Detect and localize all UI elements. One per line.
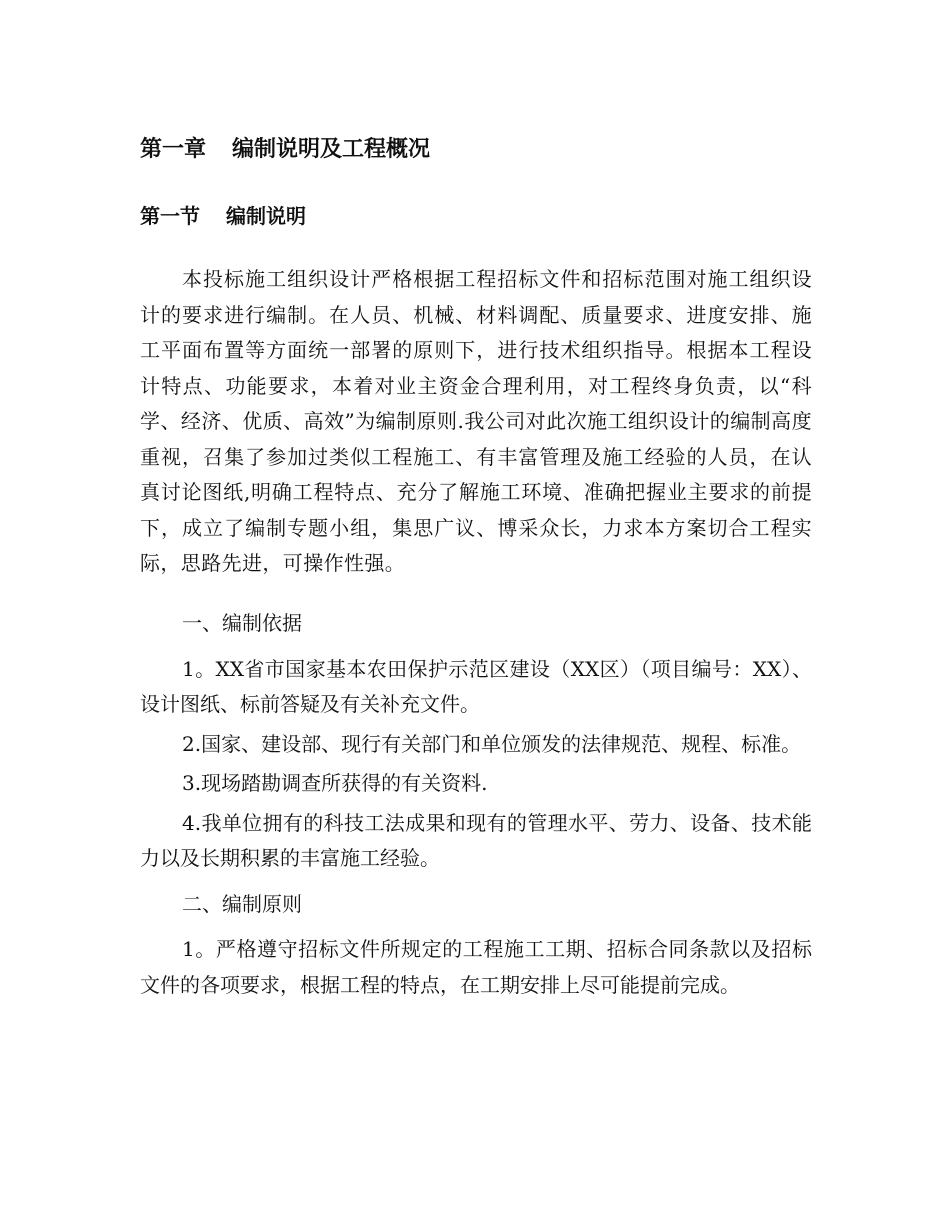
principle-heading: 二、编制原则 <box>182 891 302 916</box>
section-number: 第一节 <box>140 204 200 228</box>
intro-paragraph: 本投标施工组织设计严格根据工程招标文件和招标范围对施工组织设计的要求进行编制。在人员、机械、材料调配、质量要求、进度安排、施工平面布置等方面统一部署的原则下，进行技术组织指导。根据本工程设计特点、功能要求，本着对业主资金合理利用，对工程终身负责，以“科学、经济、优质、高效”为编制原则.我公司对此次施工组织设计的编制高度重视，召集了参加过类似工程施工、有丰富管理及施工经验的人员，在认真讨论图纸,明确工程特点、充分了解施工环境、准确把握业主要求的前提下，成立了编制专题小组，集思广议、博采众长，力求本方案切合工程实际，思路先进，可操作性强。 <box>140 267 812 575</box>
section-title <box>140 199 306 233</box>
chapter-name: 编制说明及工程概况 <box>232 137 431 162</box>
basis-item-4: 4.我单位拥有的科技工法成果和现有的管理水平、劳力、设备、技术能力以及长期积累的丰富施工经验。 <box>140 810 812 870</box>
basis-item-3: 3.现场踏勘调查所获得的有关资料. <box>182 771 488 795</box>
basis-item-2: 2.国家、建设部、现行有关部门和单位颁发的法律规范、规程、标准。 <box>182 731 802 756</box>
chapter-number: 第一章 <box>140 137 207 162</box>
basis-heading: 一、编制依据 <box>182 611 302 635</box>
chapter-title <box>140 133 430 167</box>
principle-item-1: 1。严格遵守招标文件所规定的工程施工工期、招标合同条款以及招标文件的各项要求，根据工程的特点，在工期安排上尽可能提前完成。 <box>140 937 812 997</box>
basis-item-1: 1。XX省市国家基本农田保护示范区建设（XX区）（项目编号：XX）、设计图纸、标前答疑及有关补充文件。 <box>140 656 812 716</box>
section-name: 编制说明 <box>226 204 306 228</box>
content-lists <box>140 606 812 1003</box>
